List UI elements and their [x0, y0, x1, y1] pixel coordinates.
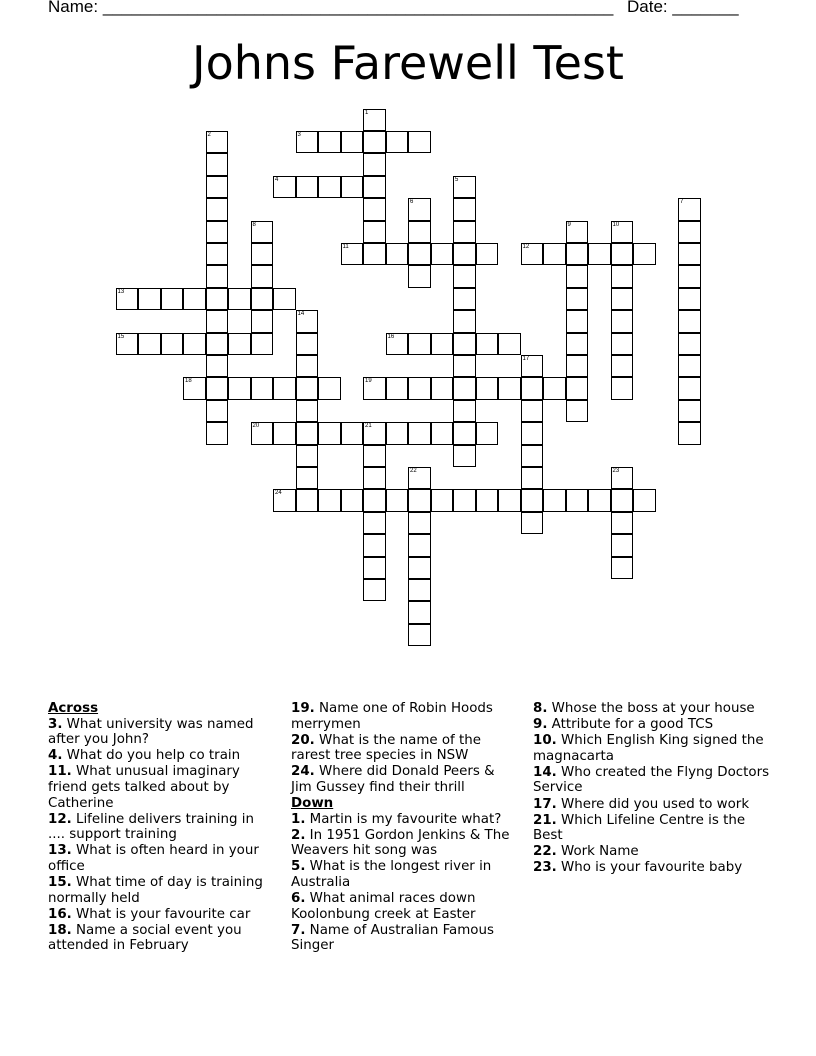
crossword-cell[interactable] — [273, 176, 296, 199]
clue-number: 15. — [48, 875, 72, 891]
clue-number: 1. — [291, 811, 306, 827]
cell-number: 10 — [612, 221, 620, 228]
crossword-cell[interactable] — [251, 310, 274, 333]
clue-text: What time of day is training normally held — [48, 875, 263, 906]
crossword-cell[interactable] — [296, 333, 319, 356]
crossword-cell[interactable] — [206, 333, 229, 356]
crossword-cell[interactable] — [408, 198, 431, 221]
clue-number: 8. — [533, 701, 548, 716]
crossword-cell[interactable] — [521, 422, 544, 445]
clue-number: 6. — [291, 891, 306, 907]
clue-text: What unusual imaginary friend gets talked about by Catherine — [48, 764, 240, 811]
crossword-cell[interactable] — [206, 355, 229, 378]
crossword-cell[interactable] — [363, 557, 386, 580]
crossword-cell[interactable] — [498, 377, 521, 400]
crossword-cell[interactable] — [386, 243, 409, 266]
crossword-cell[interactable] — [408, 131, 431, 154]
crossword-cell[interactable] — [251, 333, 274, 356]
crossword-cell[interactable] — [341, 489, 364, 512]
crossword-cell[interactable] — [521, 467, 544, 490]
across-clue — [48, 812, 270, 843]
crossword-cell[interactable] — [206, 310, 229, 333]
crossword-cell[interactable] — [476, 422, 499, 445]
clue-number: 9. — [533, 717, 548, 733]
crossword-cell[interactable] — [386, 422, 409, 445]
crossword-cell[interactable] — [363, 153, 386, 176]
crossword-cell[interactable] — [318, 131, 341, 154]
crossword-cell[interactable] — [678, 400, 701, 423]
across-heading: Across — [48, 701, 99, 716]
clue-number: 21. — [533, 812, 557, 828]
crossword-cell[interactable] — [611, 265, 634, 288]
crossword-cell[interactable] — [453, 288, 476, 311]
across-clue — [291, 733, 513, 764]
crossword-cell[interactable] — [363, 221, 386, 244]
crossword-cell[interactable] — [296, 489, 319, 512]
clue-text: What is the name of the rarest tree species in NSW — [291, 732, 481, 764]
crossword-cell[interactable] — [363, 422, 386, 445]
crossword-cell[interactable] — [408, 512, 431, 535]
crossword-cell[interactable] — [116, 333, 139, 356]
cell-number: 13 — [117, 288, 125, 295]
crossword-cell[interactable] — [498, 333, 521, 356]
crossword-cell[interactable] — [476, 243, 499, 266]
cell-number: 20 — [252, 423, 260, 430]
crossword-cell[interactable] — [588, 489, 611, 512]
crossword-cell[interactable] — [566, 377, 589, 400]
clue-number: 16. — [48, 906, 72, 922]
clue-number: 20. — [291, 732, 315, 748]
crossword-cell[interactable] — [543, 489, 566, 512]
crossword-cell[interactable] — [206, 153, 229, 176]
crossword-cell[interactable] — [611, 534, 634, 557]
clue-number: 7. — [291, 922, 306, 938]
crossword-cell[interactable] — [206, 131, 229, 154]
crossword-cell[interactable] — [521, 243, 544, 266]
across-clue — [48, 907, 270, 923]
crossword-cell[interactable] — [678, 288, 701, 311]
crossword-cell[interactable] — [251, 377, 274, 400]
crossword-cell[interactable] — [431, 243, 454, 266]
down-clue — [291, 859, 513, 890]
clue-text: Which English King signed the magnacarta — [533, 733, 764, 764]
crossword-cell[interactable] — [318, 176, 341, 199]
clues-column-2 — [291, 701, 513, 955]
crossword-cell[interactable] — [678, 422, 701, 445]
crossword-cell[interactable] — [588, 243, 611, 266]
crossword-cell[interactable] — [273, 489, 296, 512]
crossword-cell[interactable] — [318, 489, 341, 512]
cell-number: 21 — [365, 423, 372, 430]
clue-number: 24. — [291, 764, 315, 780]
cell-number: 5 — [455, 176, 459, 183]
cell-number: 19 — [365, 378, 372, 385]
crossword-cell[interactable] — [453, 377, 476, 400]
crossword-cell[interactable] — [566, 221, 589, 244]
clue-text: What university was named after you John? — [48, 716, 254, 748]
cell-number: 7 — [680, 199, 684, 206]
clue-text: Who created the Flyng Doctors Service — [533, 764, 770, 796]
crossword-cell[interactable] — [206, 176, 229, 199]
down-clue — [533, 844, 773, 860]
clue-number: 3. — [48, 716, 63, 732]
clue-text: Which Lifeline Centre is the Best — [533, 812, 746, 844]
crossword-cell[interactable] — [476, 489, 499, 512]
crossword-cell[interactable] — [566, 355, 589, 378]
crossword-cell[interactable] — [251, 265, 274, 288]
clue-text: What is the longest river in Australia — [291, 859, 492, 891]
crossword-cell[interactable] — [138, 288, 161, 311]
clue-text: Name a social event you attended in February — [48, 922, 242, 954]
down-clue — [533, 797, 773, 813]
crossword-cell[interactable] — [521, 512, 544, 535]
page-title: Johns Farewell Test — [192, 36, 624, 90]
crossword-cell[interactable] — [363, 131, 386, 154]
crossword-cell[interactable] — [678, 221, 701, 244]
cell-number: 22 — [410, 467, 417, 474]
crossword-cell[interactable] — [431, 489, 454, 512]
crossword-cell[interactable] — [408, 534, 431, 557]
clue-text: What do you help co train — [66, 748, 241, 764]
cell-number: 4 — [275, 176, 279, 183]
down-heading: Down — [291, 796, 334, 812]
crossword-cell[interactable] — [453, 422, 476, 445]
crossword-cell[interactable] — [296, 355, 319, 378]
crossword-cell[interactable] — [273, 422, 296, 445]
crossword-cell[interactable] — [296, 467, 319, 490]
across-clue — [48, 764, 270, 811]
name-label: Name: — [48, 0, 99, 16]
crossword-cell[interactable] — [161, 288, 184, 311]
cell-number: 14 — [297, 311, 305, 318]
cell-number: 23 — [612, 467, 620, 474]
down-clue — [291, 923, 513, 954]
crossword-cell[interactable] — [678, 198, 701, 221]
crossword-cell[interactable] — [498, 489, 521, 512]
clue-text: Lifeline delivers training in .... support training — [48, 811, 254, 843]
across-clue-list — [48, 717, 270, 954]
crossword-cell[interactable] — [408, 265, 431, 288]
crossword-cell[interactable] — [678, 265, 701, 288]
crossword-cell[interactable] — [183, 377, 206, 400]
cell-number: 3 — [297, 131, 301, 138]
crossword-cell[interactable] — [453, 265, 476, 288]
crossword-cell[interactable] — [408, 467, 431, 490]
crossword-cell[interactable] — [521, 355, 544, 378]
crossword-cell[interactable] — [453, 176, 476, 199]
crossword-cell[interactable] — [251, 288, 274, 311]
crossword-cell[interactable] — [431, 333, 454, 356]
crossword-cell[interactable] — [408, 557, 431, 580]
cell-number: 11 — [342, 243, 349, 250]
down-clue — [533, 733, 773, 764]
clue-text: Name of Australian Famous Singer — [291, 922, 494, 954]
cell-number: 1 — [365, 109, 369, 116]
crossword-cell[interactable] — [341, 176, 364, 199]
clue-number: 10. — [533, 733, 557, 749]
clue-text: What is your favourite car — [76, 906, 251, 922]
crossword-cell[interactable] — [408, 243, 431, 266]
clue-number: 13. — [48, 843, 72, 859]
clue-number: 14. — [533, 764, 557, 780]
crossword-cell[interactable] — [408, 601, 431, 624]
across-clue — [48, 748, 270, 764]
clues-column-3 — [533, 701, 773, 877]
clue-number: 2. — [291, 827, 306, 843]
crossword-cell[interactable] — [363, 467, 386, 490]
crossword-cell[interactable] — [206, 288, 229, 311]
crossword-cell[interactable] — [363, 198, 386, 221]
crossword-cell[interactable] — [206, 422, 229, 445]
down-clue — [533, 701, 773, 717]
crossword-cell[interactable] — [408, 579, 431, 602]
down-clue — [533, 717, 773, 733]
crossword-cell[interactable] — [363, 243, 386, 266]
crossword-cell[interactable] — [341, 422, 364, 445]
crossword-cell[interactable] — [453, 243, 476, 266]
clue-number: 18. — [48, 922, 72, 938]
cell-number: 15 — [117, 333, 125, 340]
crossword-cell[interactable] — [453, 198, 476, 221]
crossword-cell[interactable] — [363, 377, 386, 400]
crossword-cell[interactable] — [183, 333, 206, 356]
crossword-cell[interactable] — [116, 288, 139, 311]
clue-text: Name one of Robin Hoods merrymen — [291, 701, 493, 732]
crossword-cell[interactable] — [453, 445, 476, 468]
crossword-cell[interactable] — [678, 355, 701, 378]
crossword-cell[interactable] — [431, 377, 454, 400]
crossword-cell[interactable] — [296, 131, 319, 154]
crossword-cell[interactable] — [633, 489, 656, 512]
crossword-cell[interactable] — [543, 243, 566, 266]
crossword-cell[interactable] — [296, 377, 319, 400]
clue-number: 23. — [533, 860, 557, 876]
cell-number: 2 — [207, 131, 211, 138]
crossword-cell[interactable] — [611, 333, 634, 356]
crossword-cell[interactable] — [543, 377, 566, 400]
crossword-cell[interactable] — [251, 221, 274, 244]
crossword-cell[interactable] — [296, 176, 319, 199]
across-clue — [48, 717, 270, 748]
crossword-cell[interactable] — [273, 377, 296, 400]
crossword-cell[interactable] — [363, 534, 386, 557]
clue-number: 17. — [533, 796, 557, 812]
crossword-cell[interactable] — [408, 422, 431, 445]
crossword-cell[interactable] — [611, 467, 634, 490]
crossword-cell[interactable] — [453, 333, 476, 356]
cell-number: 6 — [410, 199, 414, 206]
crossword-cell[interactable] — [453, 221, 476, 244]
crossword-cell[interactable] — [183, 288, 206, 311]
crossword-cell[interactable] — [251, 243, 274, 266]
crossword-cell[interactable] — [363, 489, 386, 512]
crossword-cell[interactable] — [206, 377, 229, 400]
crossword-cell[interactable] — [386, 489, 409, 512]
crossword-cell[interactable] — [251, 422, 274, 445]
crossword-cell[interactable] — [318, 377, 341, 400]
crossword-cell[interactable] — [476, 377, 499, 400]
crossword-cell[interactable] — [611, 557, 634, 580]
crossword-cell[interactable] — [206, 243, 229, 266]
clue-number: 5. — [291, 859, 306, 875]
crossword-cell[interactable] — [138, 333, 161, 356]
cell-number: 17 — [522, 355, 530, 362]
crossword-cell[interactable] — [633, 243, 656, 266]
cell-number: 24 — [275, 490, 282, 497]
crossword-cell[interactable] — [296, 445, 319, 468]
date-line[interactable]: _______ — [672, 0, 739, 16]
crossword-cell[interactable] — [566, 333, 589, 356]
crossword-cell[interactable] — [206, 198, 229, 221]
crossword-cell[interactable] — [408, 333, 431, 356]
crossword-cell[interactable] — [566, 265, 589, 288]
across-clue — [48, 923, 270, 954]
crossword-cell[interactable] — [341, 243, 364, 266]
crossword-cell[interactable] — [296, 400, 319, 423]
cell-number: 16 — [387, 333, 395, 340]
crossword-cell[interactable] — [386, 333, 409, 356]
crossword-cell[interactable] — [678, 377, 701, 400]
clue-text: What animal races down Koolonbung creek at Easter — [291, 891, 476, 922]
clue-text: Work Name — [561, 844, 639, 860]
crossword-cell[interactable] — [453, 400, 476, 423]
clue-text: Where did you used to work — [561, 796, 750, 812]
cell-number: 12 — [522, 243, 530, 250]
crossword-cell[interactable] — [386, 377, 409, 400]
down-clue — [291, 812, 513, 828]
down-clue — [533, 813, 773, 844]
crossword-cell[interactable] — [363, 109, 386, 132]
name-line[interactable]: ______________________________________________________ — [102, 0, 614, 16]
crossword-cell[interactable] — [408, 377, 431, 400]
crossword-cell[interactable] — [566, 243, 589, 266]
date-label: Date: — [627, 0, 668, 16]
crossword-cell[interactable] — [228, 288, 251, 311]
crossword-cell[interactable] — [566, 310, 589, 333]
crossword-cell[interactable] — [341, 131, 364, 154]
crossword-cell[interactable] — [431, 422, 454, 445]
crossword-cell[interactable] — [476, 333, 499, 356]
clue-number: 12. — [48, 811, 72, 827]
cell-number: 9 — [567, 221, 571, 228]
crossword-cell[interactable] — [566, 489, 589, 512]
crossword-cell[interactable] — [206, 400, 229, 423]
down-clue — [533, 765, 773, 796]
crossword-cell[interactable] — [521, 400, 544, 423]
crossword-cell[interactable] — [228, 377, 251, 400]
clue-text: Who is your favourite baby — [561, 860, 743, 876]
crossword-cell[interactable] — [363, 445, 386, 468]
crossword-cell[interactable] — [678, 333, 701, 356]
down-clue-list — [291, 812, 513, 954]
crossword-cell[interactable] — [566, 288, 589, 311]
across-clue — [48, 875, 270, 906]
crossword-cell[interactable] — [611, 377, 634, 400]
crossword-cell[interactable] — [678, 310, 701, 333]
clue-number: 11. — [48, 764, 72, 780]
crossword-cell[interactable] — [453, 355, 476, 378]
crossword-cell[interactable] — [318, 422, 341, 445]
across-clue — [48, 843, 270, 874]
crossword-cell[interactable] — [453, 310, 476, 333]
crossword-cell[interactable] — [521, 445, 544, 468]
clue-text: Whose the boss at your house — [551, 701, 755, 716]
crossword-cell[interactable] — [611, 221, 634, 244]
crossword-cell[interactable] — [678, 243, 701, 266]
crossword-cell[interactable] — [408, 624, 431, 647]
clue-text: What is often heard in your office — [48, 843, 259, 874]
crossword-cell[interactable] — [296, 310, 319, 333]
crossword-cell[interactable] — [408, 489, 431, 512]
crossword-cell[interactable] — [296, 422, 319, 445]
across-clue — [291, 701, 513, 732]
crossword-cell[interactable] — [611, 512, 634, 535]
crossword-cell[interactable] — [611, 288, 634, 311]
crossword-cell[interactable] — [228, 333, 251, 356]
clue-number: 22. — [533, 844, 557, 860]
crossword-cell[interactable] — [521, 377, 544, 400]
crossword-cell[interactable] — [161, 333, 184, 356]
clue-number: 19. — [291, 701, 315, 716]
crossword-cell[interactable] — [611, 310, 634, 333]
across-clue-list-continued — [291, 701, 513, 796]
crossword-cell[interactable] — [408, 221, 431, 244]
clue-text: Martin is my favourite what? — [309, 811, 502, 827]
cell-number: 18 — [185, 378, 192, 385]
across-clue — [291, 764, 513, 795]
crossword-cell[interactable] — [521, 489, 544, 512]
clue-number: 4. — [48, 748, 63, 764]
crossword-cell[interactable] — [363, 512, 386, 535]
down-clue-list-continued — [533, 701, 773, 876]
crossword-cell[interactable] — [611, 243, 634, 266]
crossword-cell[interactable] — [453, 489, 476, 512]
clue-text: Where did Donald Peers & Jim Gussey find their thrill — [291, 764, 495, 795]
crossword-cell[interactable] — [206, 265, 229, 288]
down-clue — [291, 891, 513, 922]
crossword-cell[interactable] — [273, 288, 296, 311]
crossword-cell[interactable] — [566, 400, 589, 423]
clue-text: In 1951 Gordon Jenkins & The Weavers hit song was — [291, 827, 510, 859]
crossword-cell[interactable] — [363, 176, 386, 199]
clues-column-1 — [48, 701, 270, 955]
down-clue — [291, 828, 513, 859]
down-clue — [533, 860, 773, 876]
clue-text: Attribute for a good TCS — [551, 717, 714, 733]
crossword-cell[interactable] — [386, 131, 409, 154]
crossword-cell[interactable] — [363, 579, 386, 602]
cell-number: 8 — [252, 221, 256, 228]
crossword-cell[interactable] — [206, 221, 229, 244]
crossword-cell[interactable] — [611, 355, 634, 378]
crossword-cell[interactable] — [611, 489, 634, 512]
